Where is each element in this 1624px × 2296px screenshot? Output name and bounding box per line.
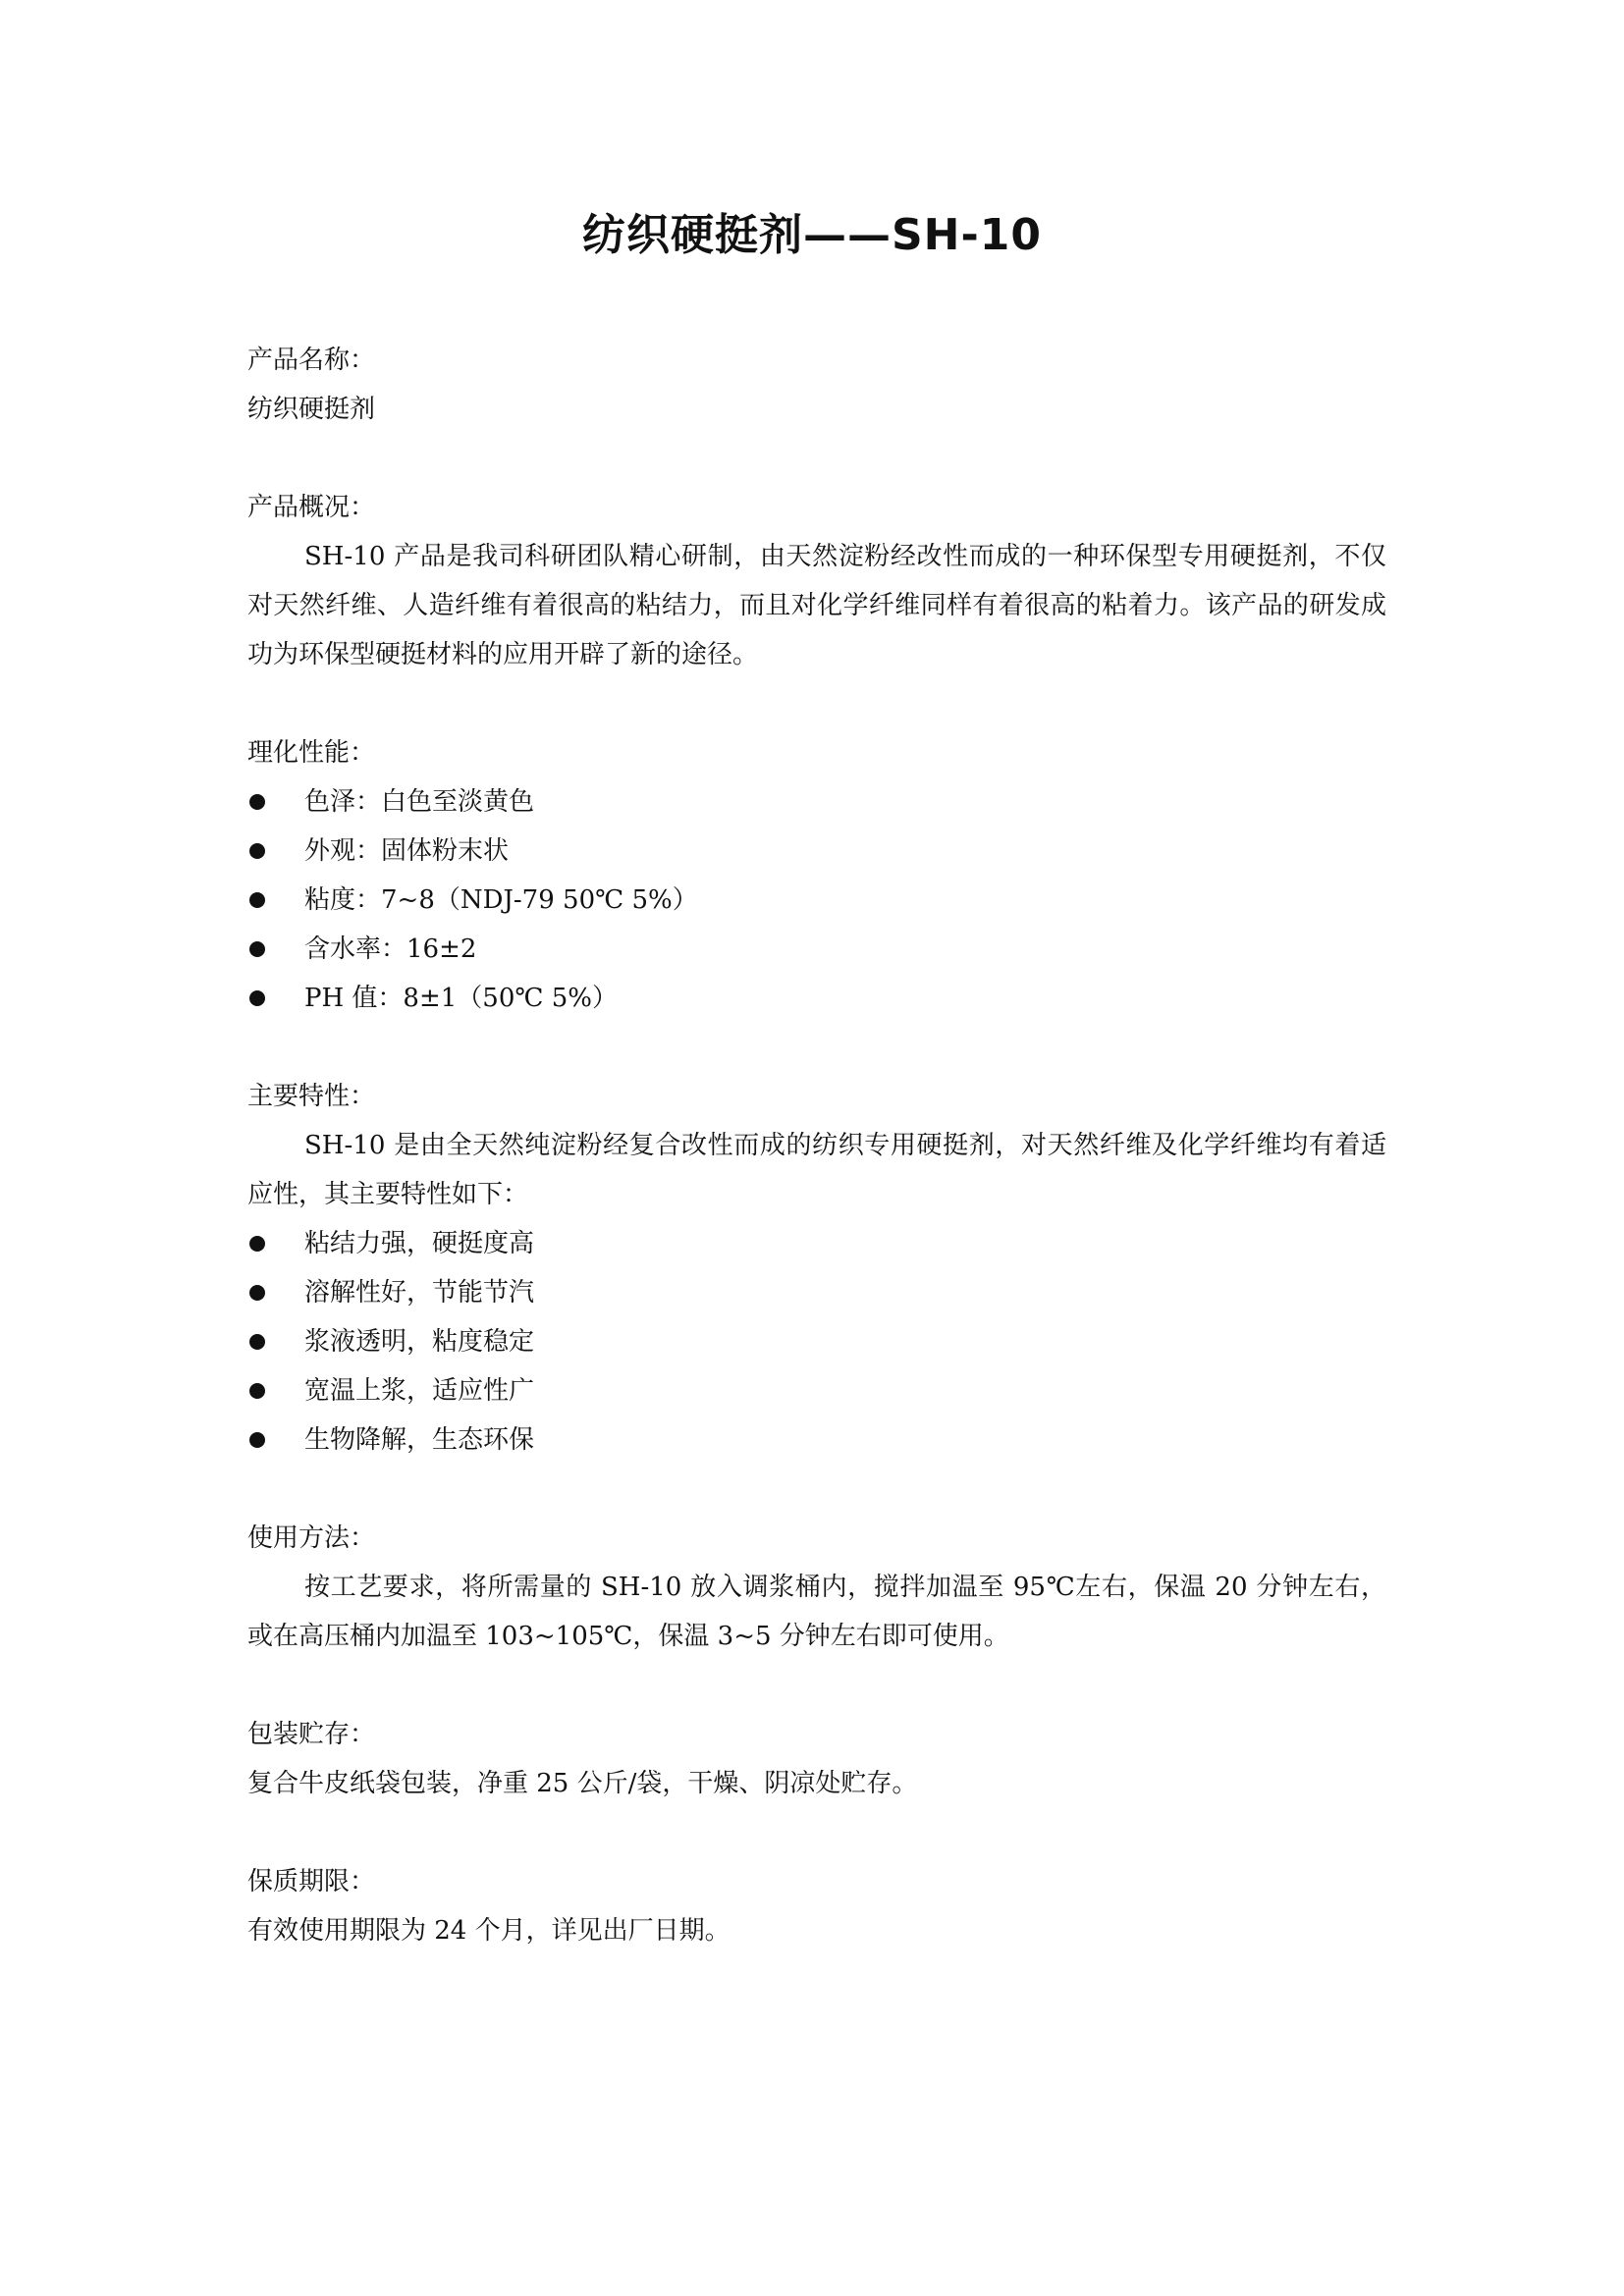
list-item bbox=[247, 925, 1386, 974]
list-item bbox=[247, 1317, 1386, 1366]
bullet-icon bbox=[249, 1383, 265, 1399]
property-moisture: 含水率：16±2 bbox=[304, 934, 477, 964]
bullet-icon bbox=[249, 1285, 265, 1301]
product-name-heading: 产品名称： bbox=[247, 346, 376, 375]
overview-paragraph: SH-10 产品是我司科研团队精心研制，由天然淀粉经改性而成的一种环保型专用硬挺剂，不仅对天然纤维、人造纤维有着很高的粘结力，而且对化学纤维同样有着很高的粘着力。该产品的研发成功为环保型硬挺材料的应用开辟了新的途径。 bbox=[247, 542, 1386, 669]
property-color: 色泽：白色至淡黄色 bbox=[304, 787, 535, 817]
feature-text: 宽温上浆，适应性广 bbox=[304, 1376, 535, 1406]
usage-heading: 使用方法： bbox=[247, 1523, 376, 1553]
list-item bbox=[247, 777, 1386, 827]
list-item bbox=[247, 876, 1386, 925]
feature-text: 粘结力强，硬挺度高 bbox=[304, 1229, 535, 1258]
usage-paragraph: 按工艺要求，将所需量的 SH-10 放入调浆桶内，搅拌加温至 95℃左右，保温 20 分钟左右，或在高压桶内加温至 103~105℃，保温 3~5 分钟左右即可使用。 bbox=[247, 1573, 1386, 1651]
section-features bbox=[247, 1072, 1386, 1465]
bullet-icon bbox=[249, 941, 265, 957]
list-item bbox=[247, 1268, 1386, 1317]
section-packaging bbox=[247, 1710, 1386, 1808]
features-list bbox=[247, 1219, 1386, 1465]
property-appearance: 外观：固体粉末状 bbox=[304, 836, 510, 866]
feature-text: 溶解性好，节能节汽 bbox=[304, 1278, 535, 1308]
feature-text: 浆液透明，粘度稳定 bbox=[304, 1327, 535, 1357]
document-body bbox=[247, 336, 1386, 2004]
property-viscosity: 粘度：7~8（NDJ-79 50℃ 5%） bbox=[304, 885, 698, 915]
section-shelf-life bbox=[247, 1857, 1386, 1955]
list-item bbox=[247, 974, 1386, 1023]
product-name-text: 纺织硬挺剂 bbox=[247, 395, 376, 424]
bullet-icon bbox=[249, 990, 265, 1006]
bullet-icon bbox=[249, 1236, 265, 1252]
bullet-icon bbox=[249, 1334, 265, 1350]
features-heading: 主要特性： bbox=[247, 1082, 376, 1111]
bullet-icon bbox=[249, 843, 265, 859]
bullet-icon bbox=[249, 794, 265, 810]
properties-list bbox=[247, 777, 1386, 1023]
packaging-heading: 包装贮存： bbox=[247, 1720, 376, 1749]
bullet-icon bbox=[249, 1432, 265, 1448]
overview-heading: 产品概况： bbox=[247, 493, 376, 522]
section-properties bbox=[247, 728, 1386, 1023]
feature-text: 生物降解，生态环保 bbox=[304, 1425, 535, 1455]
list-item bbox=[247, 1219, 1386, 1268]
list-item bbox=[247, 1366, 1386, 1415]
features-paragraph: SH-10 是由全天然纯淀粉经复合改性而成的纺织专用硬挺剂，对天然纤维及化学纤维均有着适应性，其主要特性如下： bbox=[247, 1131, 1386, 1209]
property-ph: PH 值：8±1（50℃ 5%） bbox=[304, 984, 618, 1013]
properties-heading: 理化性能： bbox=[247, 738, 376, 768]
packaging-text: 复合牛皮纸袋包装，净重 25 公斤/袋，干燥、阴凉处贮存。 bbox=[247, 1769, 918, 1798]
document-title: 纺织硬挺剂——SH-10 bbox=[581, 210, 1042, 260]
shelf-life-heading: 保质期限： bbox=[247, 1867, 376, 1896]
section-product-name bbox=[247, 336, 1386, 434]
list-item bbox=[247, 827, 1386, 876]
bullet-icon bbox=[249, 892, 265, 908]
section-usage bbox=[247, 1514, 1386, 1661]
list-item bbox=[247, 1415, 1386, 1465]
section-overview bbox=[247, 483, 1386, 679]
shelf-life-text: 有效使用期限为 24 个月，详见出厂日期。 bbox=[247, 1916, 731, 1946]
